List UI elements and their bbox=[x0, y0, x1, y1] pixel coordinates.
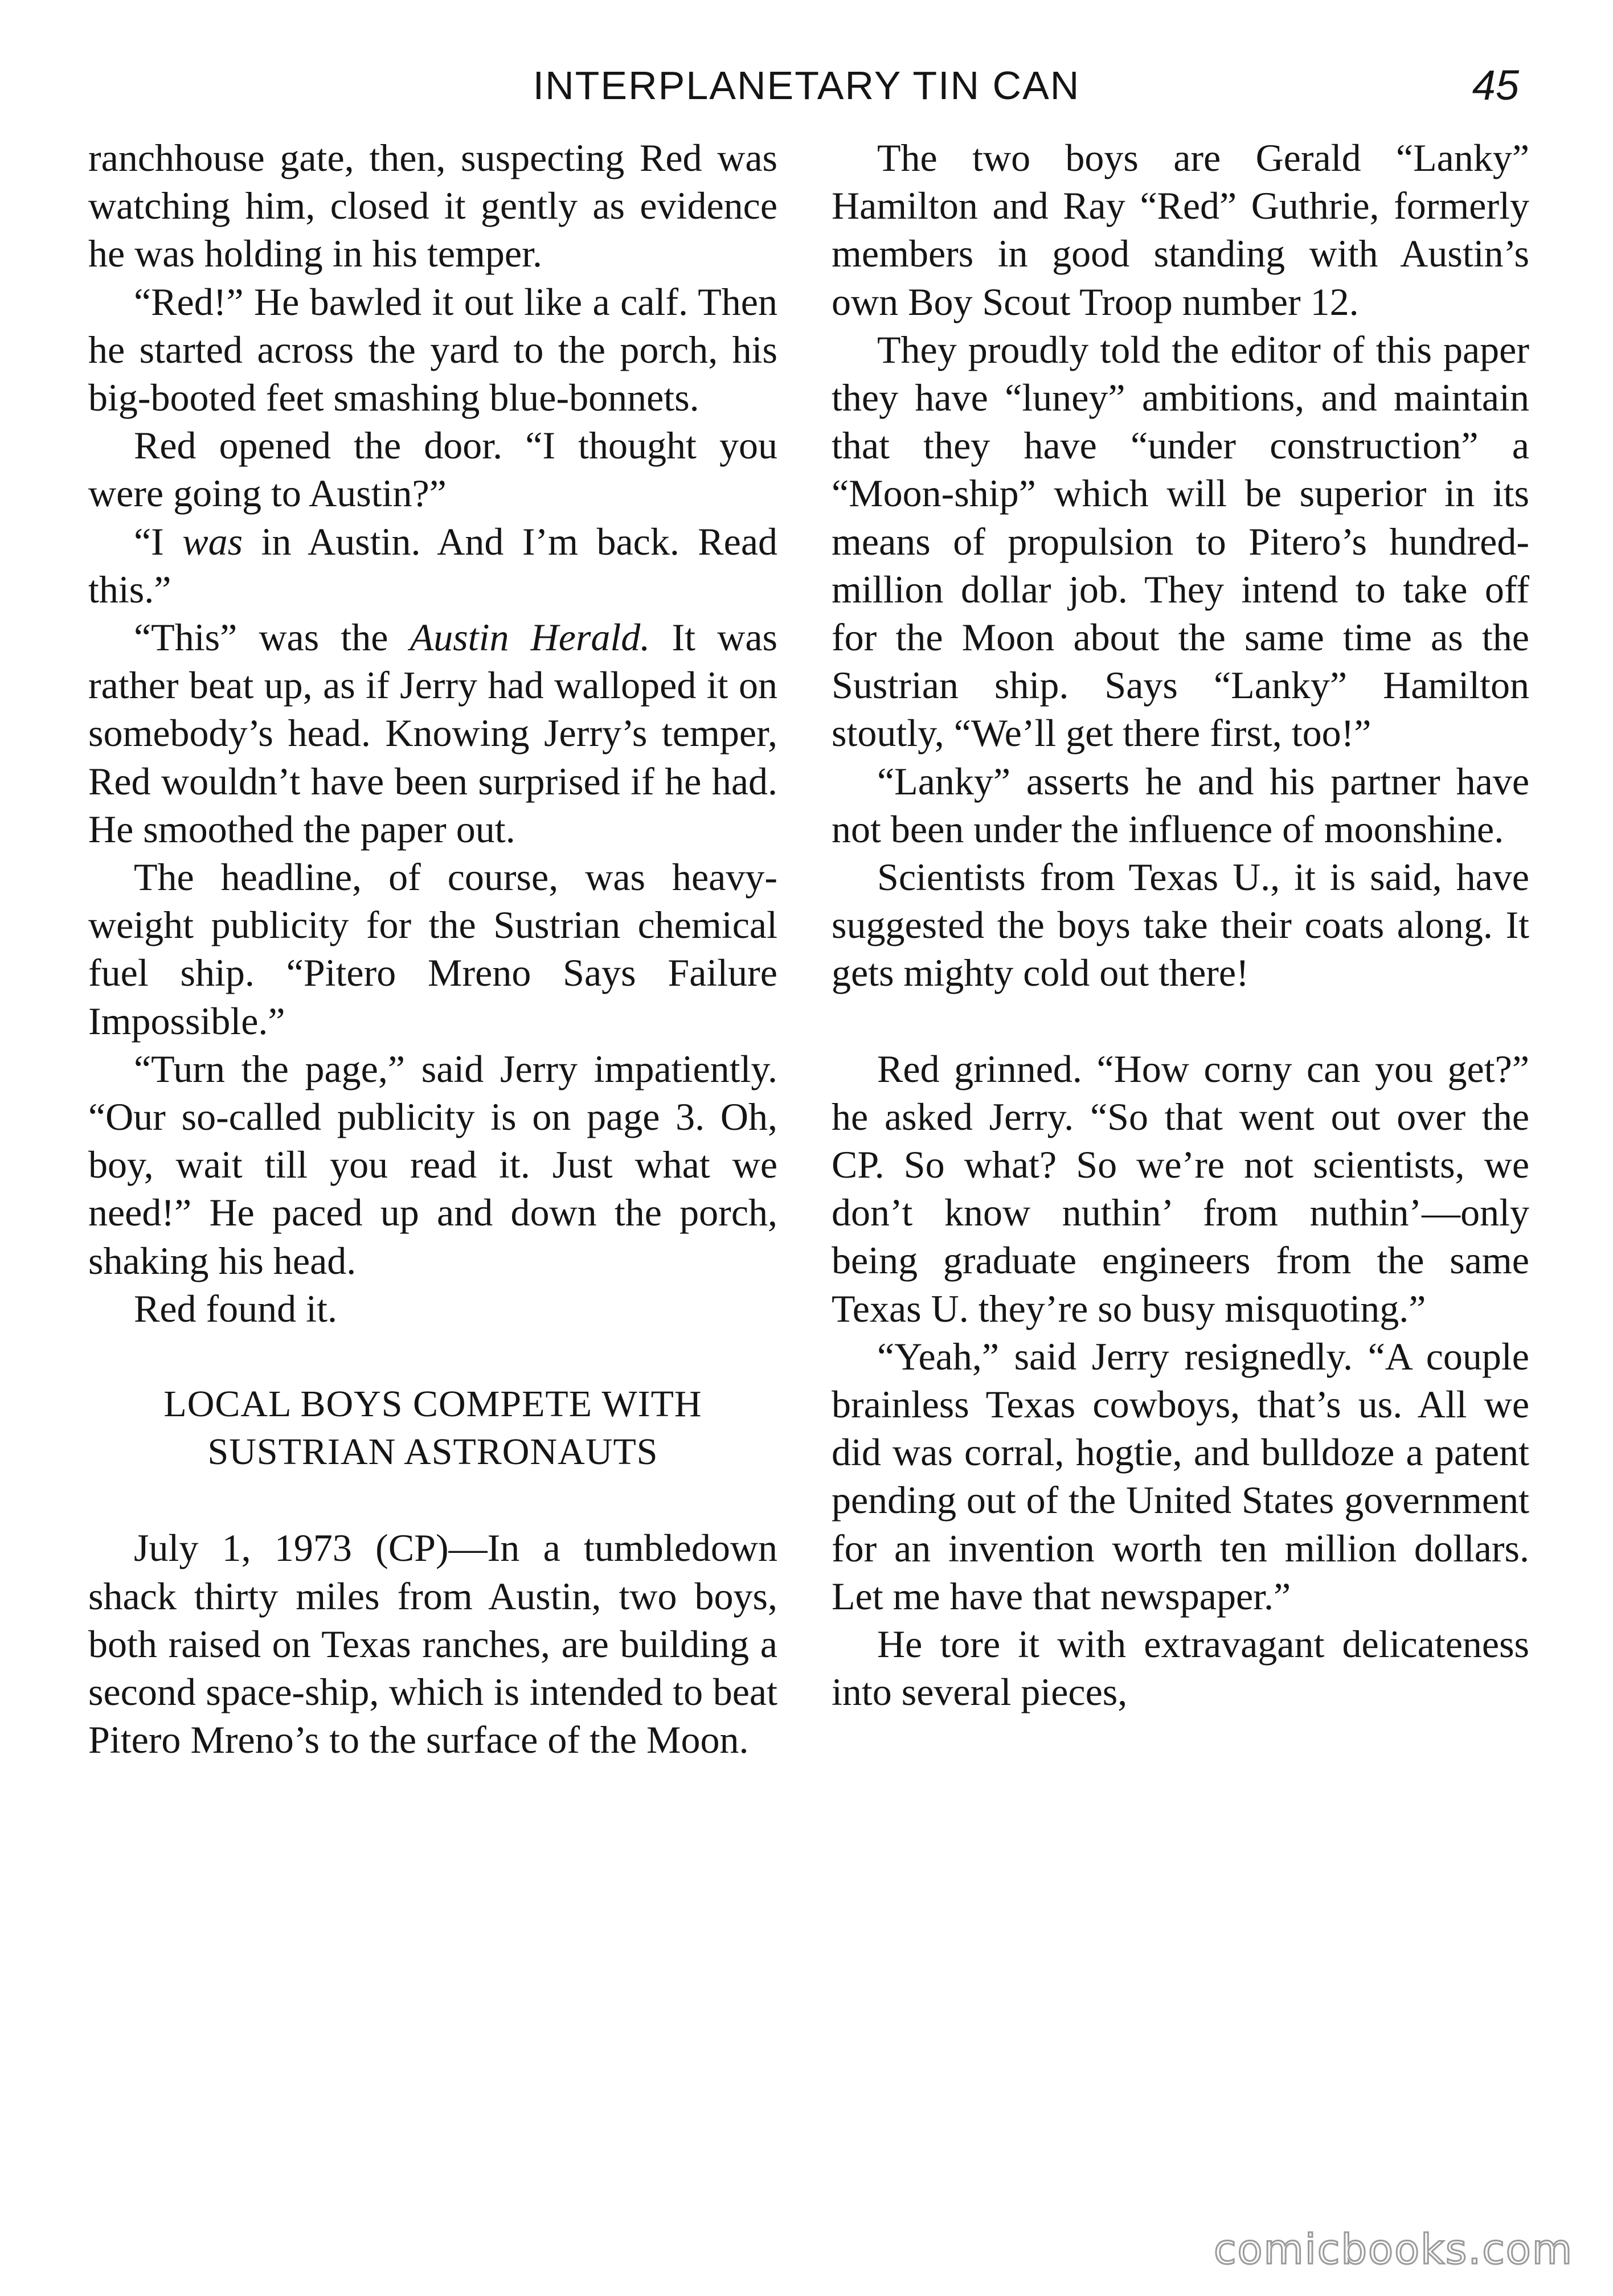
watermark: comicbooks.com bbox=[1213, 2225, 1573, 2273]
paragraph: Red opened the door. “I thought you were going to Austin?” bbox=[88, 424, 777, 515]
paragraph: The headline, of course, was heavy-weight publicity for the Sustrian chemical fuel ship. “Pitero Mreno Says Failure Impossible.” bbox=[88, 855, 777, 1043]
paragraph: ranchhouse gate, then, suspecting Red was watching him, closed it gently as evidence he was holding in his temper. bbox=[88, 136, 777, 276]
paragraph: The two boys are Gerald “Lanky” Hamilton and Ray “Red” Guthrie, formerly members in good standing with Austin’s own Boy Scout Troop number 12. bbox=[832, 136, 1529, 323]
headline-line: LOCAL BOYS COMPETE WITH bbox=[163, 1383, 702, 1425]
paragraph: July 1, 1973 (CP)—In a tumbledown shack thirty miles from Austin, two boys, both raised on Texas ranches, are building a second space-ship, which is intended to beat Pitero Mreno’s to the surface of the Moon. bbox=[88, 1526, 777, 1762]
paragraph: He tore it with extravagant delicateness into several pieces, bbox=[832, 1622, 1529, 1714]
running-title: INTERPLANETARY TIN CAN bbox=[533, 63, 1080, 108]
headline-line: SUSTRIAN ASTRONAUTS bbox=[207, 1431, 658, 1473]
paragraph: Scientists from Texas U., it is said, have suggested the boys take their coats along. It gets mighty cold out there! bbox=[832, 855, 1529, 995]
emphasis: was bbox=[182, 519, 243, 563]
emphasis: Austin Herald. bbox=[410, 616, 650, 659]
paragraph bbox=[88, 613, 777, 853]
paragraph: “Lanky” asserts he and his partner have not been under the influence of moonshine. bbox=[832, 759, 1529, 851]
paragraph: “Turn the page,” said Jerry impatiently. “Our so-called publicity is on page 3. Oh, boy, wait till you read it. Just what we need!” He paced up and down the porch, shaking his head. bbox=[88, 1047, 777, 1282]
paragraph: “Yeah,” said Jerry resignedly. “A couple brainless Texas cowboys, that’s us. All we did was corral, hogtie, and bulldoze a patent pending out of the United States government for an invention worth ten million dollars. Let me have that newspaper.” bbox=[832, 1334, 1529, 1618]
newspaper-headline bbox=[88, 1380, 777, 1476]
text-run: “I bbox=[134, 519, 183, 563]
paragraph: They proudly told the editor of this paper they have “luney” ambitions, and maintain that they have “under construction” a “Moon-ship” which will be superior in its means of propulsion to Pitero’s hundred-million dollar job. They intend to take off for the Moon about the same time as the Sustrian ship. Says “Lanky” Hamilton stoutly, “We’ll get there first, too!” bbox=[832, 327, 1529, 755]
page-header bbox=[0, 54, 1613, 117]
right-column bbox=[832, 134, 1529, 1716]
text-run: It was rather beat up, as if Jerry had walloped it on somebody’s head. Knowing Jerry’s temper, Red wouldn’t have been surprised if he had. He smoothed the paper out. bbox=[88, 616, 777, 851]
paragraph bbox=[88, 518, 777, 613]
text-run: in Austin. And I’m back. Read this.” bbox=[88, 519, 777, 611]
page-number: 45 bbox=[1472, 62, 1519, 109]
left-column bbox=[88, 134, 777, 1764]
paragraph: “Red!” He bawled it out like a calf. Then he started across the yard to the porch, his big-booted feet smashing blue-bonnets. bbox=[88, 280, 777, 420]
paragraph: Red found it. bbox=[134, 1286, 337, 1330]
text-run: “This” was the bbox=[134, 616, 410, 659]
paragraph: Red grinned. “How corny can you get?” he asked Jerry. “So that went out over the CP. So what? So we’re not scientists, we don’t know nuthin’ from nuthin’—only being graduate engineers from the same Texas U. they’re so busy misquoting.” bbox=[832, 1047, 1529, 1330]
